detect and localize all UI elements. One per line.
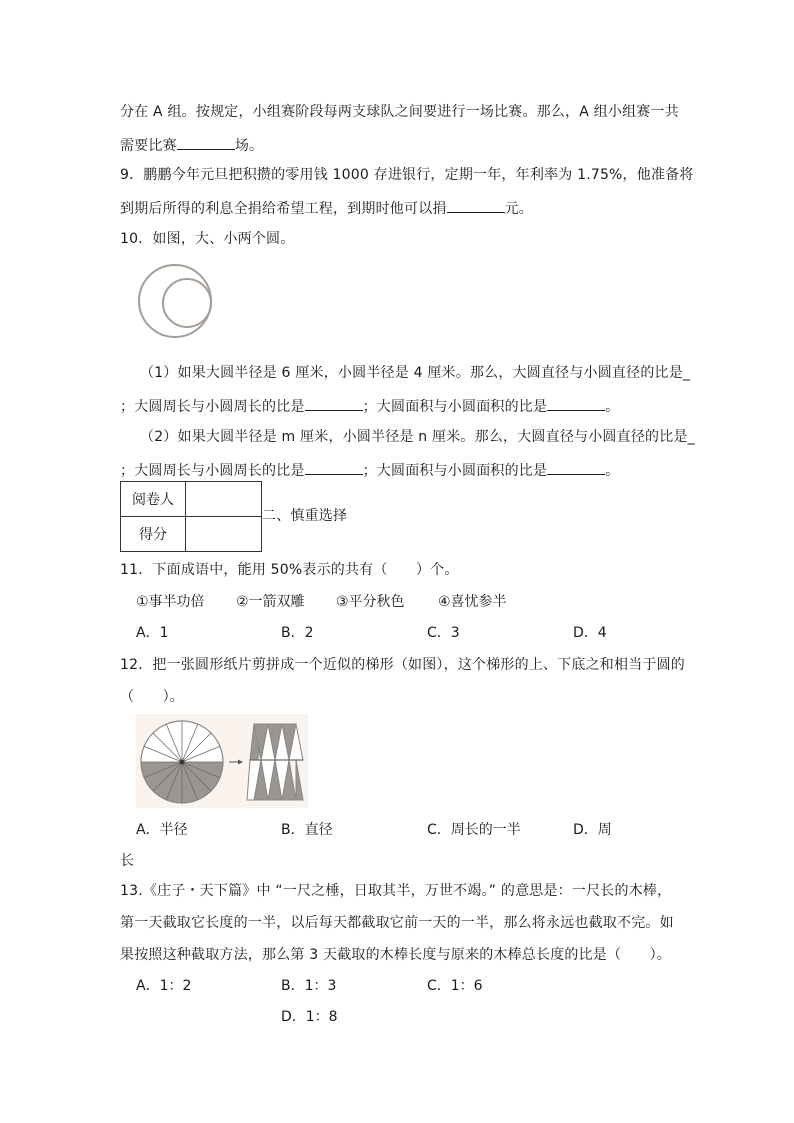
q8-answer-blank[interactable] xyxy=(177,135,235,150)
q10-part2-line1: （2）如果大圆半径是 m 厘米，小圆半径是 n 厘米。那么，大圆直径与小圆直径的比是_ xyxy=(140,429,695,445)
score-value-cell[interactable] xyxy=(186,517,262,552)
q12-option-b[interactable]: B．直径 xyxy=(281,822,333,838)
q11-idiom-3: ③平分秋色 xyxy=(336,594,405,610)
q12-option-c[interactable]: C．周长的一半 xyxy=(427,822,521,838)
q9-line1: 9．鹏鹏今年元旦把积攒的零用钱 1000 存进银行，定期一年，年利率为 1.75%，他准备将 xyxy=(120,167,694,183)
q10-p2-blank-circumference[interactable] xyxy=(305,460,363,475)
q10-p2-text-a: ；大圆周长与小圆周长的比是 xyxy=(120,463,305,479)
q8-text-post: 场。 xyxy=(234,138,264,154)
q13-option-a[interactable]: A．1：2 xyxy=(136,978,192,994)
q13-option-b[interactable]: B．1：3 xyxy=(281,978,337,994)
q10-p1-text-c: 。 xyxy=(605,399,620,415)
q10-p1-blank-circumference[interactable] xyxy=(305,396,363,411)
q9-text-pre: 到期后所得的利息全捐给希望工程，到期时他可以捐 xyxy=(120,201,447,217)
q12-line2: （ ）。 xyxy=(120,689,184,705)
q13-line3: 果按照这种截取方法，那么第 3 天截取的木棒长度与原来的木棒总长度的比是（ ）。 xyxy=(120,947,672,963)
q11-idiom-1: ①事半功倍 xyxy=(136,594,205,610)
q10-p2-blank-area[interactable] xyxy=(547,460,605,475)
q10-title: 10．如图，大、小两个圆。 xyxy=(120,231,295,247)
section-title: 二、慎重选择 xyxy=(262,508,348,524)
q11-option-a[interactable]: A．1 xyxy=(136,625,169,641)
q13-option-c[interactable]: C．1：6 xyxy=(427,978,483,994)
q11-idiom-2: ②一箭双雕 xyxy=(236,594,305,610)
score-label: 得分 xyxy=(121,517,186,552)
q9-line2 xyxy=(120,198,533,218)
two-circles-icon xyxy=(134,260,218,344)
q10-p2-text-b: ；大圆面积与小圆面积的比是 xyxy=(362,463,548,479)
q13-option-d[interactable]: D．1：8 xyxy=(281,1009,338,1025)
q10-p1-blank-area[interactable] xyxy=(547,396,605,411)
circle-to-trapezoid-icon xyxy=(136,714,308,808)
q11-option-b[interactable]: B．2 xyxy=(281,625,314,641)
q10-p1-text-b: ；大圆面积与小圆面积的比是 xyxy=(362,399,548,415)
q8-line1: 分在 A 组。按规定，小组赛阶段每两支球队之间要进行一场比赛。那么，A 组小组赛一共 xyxy=(120,104,679,120)
q11-stem: 11．下面成语中，能用 50%表示的共有（ ）个。 xyxy=(120,562,459,578)
q10-part2-line2 xyxy=(120,460,619,480)
q10-p2-text-c: 。 xyxy=(605,463,620,479)
q11-option-c[interactable]: C．3 xyxy=(427,625,460,641)
q10-part1-line2 xyxy=(120,396,619,416)
q13-line1: 13.《庄子・天下篇》中 “一尺之棰，日取其半，万世不竭。” 的意思是：一尺长的木棒， xyxy=(120,883,672,899)
q8-line2 xyxy=(120,135,263,155)
q11-idiom-4: ④喜忧参半 xyxy=(438,594,507,610)
q9-answer-blank[interactable] xyxy=(447,198,505,213)
q12-option-d[interactable]: D．周 xyxy=(573,822,612,838)
q12-option-a[interactable]: A．半径 xyxy=(136,822,188,838)
q9-text-post: 元。 xyxy=(504,201,534,217)
q11-option-d[interactable]: D．4 xyxy=(573,625,607,641)
q12-line1: 12．把一张圆形纸片剪拼成一个近似的梯形（如图），这个梯形的上、下底之和相当于圆的 xyxy=(120,657,686,673)
reviewer-value-cell[interactable] xyxy=(186,482,262,517)
reviewer-label: 阅卷人 xyxy=(121,482,186,517)
q8-text-pre: 需要比赛 xyxy=(120,138,177,154)
q13-line2: 第一天截取它长度的一半，以后每天都截取它前一天的一半，那么将永远也截取不完。如 xyxy=(120,915,674,931)
q10-p1-text-a: ；大圆周长与小圆周长的比是 xyxy=(120,399,305,415)
q12-option-d-wrap: 长 xyxy=(120,853,135,869)
score-box xyxy=(120,481,262,552)
q10-part1-line1: （1）如果大圆半径是 6 厘米，小圆半径是 4 厘米。那么，大圆直径与小圆直径的比是_ xyxy=(140,365,691,381)
